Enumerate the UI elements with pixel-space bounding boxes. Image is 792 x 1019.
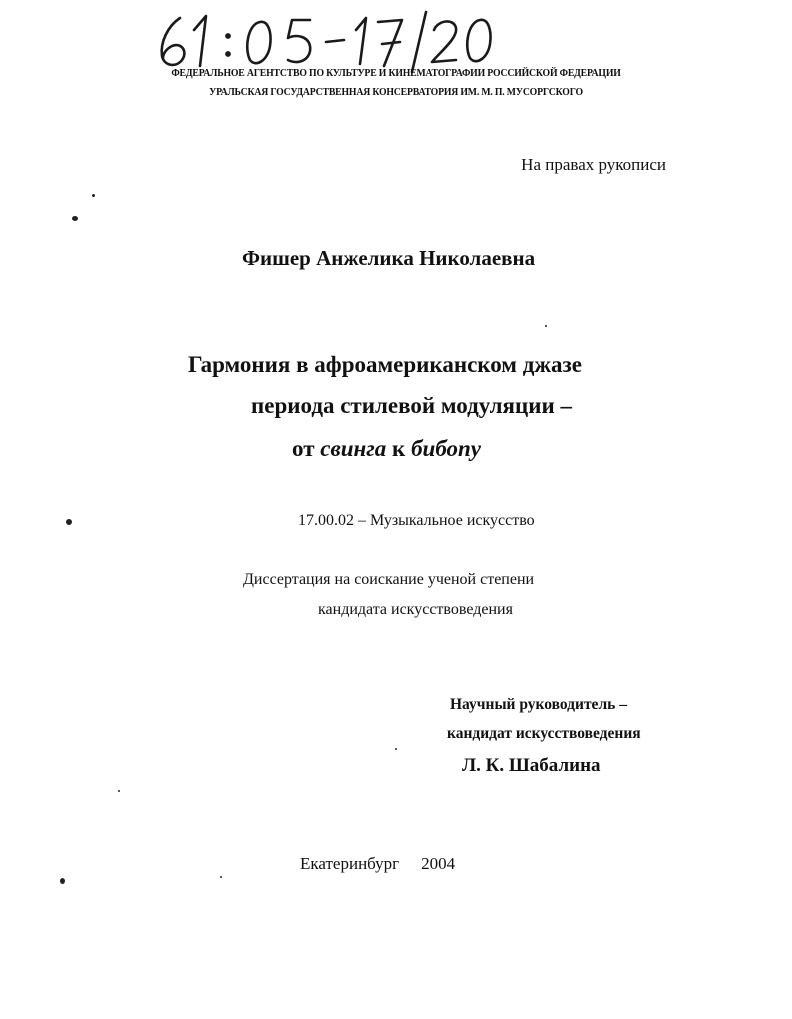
handwritten-catalog-number xyxy=(150,8,510,74)
title-word-bebop: бибопу xyxy=(411,436,482,461)
specialty-code: 17.00.02 – Музыкальное искусство xyxy=(298,512,535,529)
supervisor-degree: кандидат искусствоведения xyxy=(447,725,641,742)
title-word-swing: свинга xyxy=(320,436,387,461)
scan-speck xyxy=(118,790,120,792)
scan-speck xyxy=(545,325,547,327)
scan-speck xyxy=(72,216,78,221)
title-line-3 xyxy=(292,436,481,462)
conservatory-header: УРАЛЬСКАЯ ГОСУДАРСТВЕННАЯ КОНСЕРВАТОРИЯ ИМ. М. П. МУСОРГСКОГО xyxy=(209,87,583,98)
title-line-3-middle: к xyxy=(386,436,412,461)
scan-speck xyxy=(66,519,72,525)
city: Екатеринбург xyxy=(300,854,400,873)
author-name: Фишер Анжелика Николаевна xyxy=(242,246,536,270)
supervisor-name: Л. К. Шабалина xyxy=(462,755,601,776)
manuscript-note: На правах рукописи xyxy=(521,155,666,174)
scan-speck xyxy=(395,748,397,750)
title-line-3-prefix: от xyxy=(292,436,321,461)
dissertation-line-1: Диссертация на соискание ученой степени xyxy=(243,571,535,588)
dissertation-line-2: кандидата искусствоведения xyxy=(318,601,513,618)
scan-speck xyxy=(220,876,222,878)
scan-speck xyxy=(60,878,65,884)
agency-header: ФЕДЕРАЛЬНОЕ АГЕНТСТВО ПО КУЛЬТУРЕ И КИНЕМАТОГРАФИИ РОССИЙСКОЙ ФЕДЕРАЦИИ xyxy=(171,68,621,79)
title-line-2: периода стилевой модуляции – xyxy=(251,393,572,418)
title-line-1: Гармония в афроамериканском джазе xyxy=(188,352,582,377)
place-and-year xyxy=(300,854,455,874)
scan-speck xyxy=(92,194,95,197)
year: 2004 xyxy=(421,854,456,873)
supervisor-label: Научный руководитель – xyxy=(450,696,627,713)
